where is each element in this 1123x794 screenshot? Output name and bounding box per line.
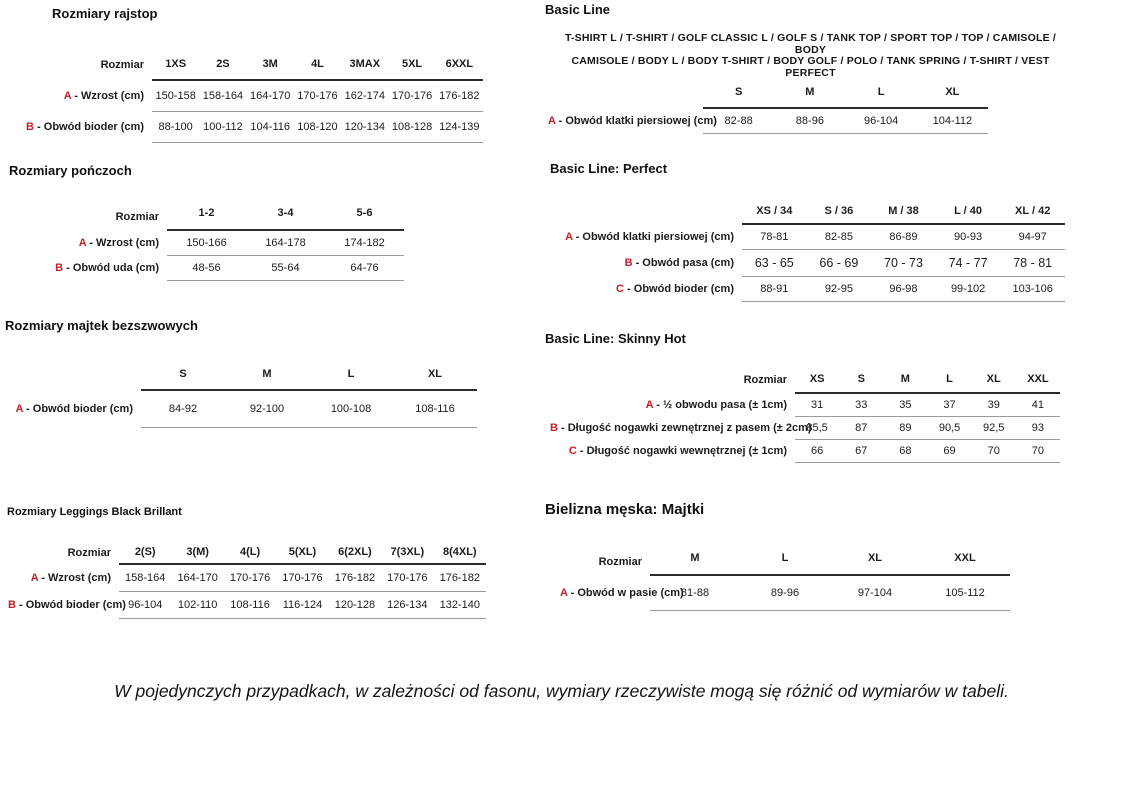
column-header: 4(L) [224, 542, 276, 564]
row-letter: A [15, 402, 23, 415]
table-cell: 174-182 [325, 230, 404, 256]
table-cell: 88-91 [742, 277, 807, 302]
column-header: M / 38 [871, 198, 936, 224]
table-cell: 33 [839, 393, 883, 417]
row-label: B - Długość nogawki zewnętrznej z pasem (± 2cm) [550, 422, 812, 434]
column-header: L [846, 82, 917, 108]
column-header: 4L [294, 50, 341, 80]
row-label: A - Wzrost (cm) [63, 89, 144, 102]
table-cell: 92-100 [225, 390, 309, 428]
table-cell: 74 - 77 [936, 250, 1001, 277]
products-list-line-1: T-SHIRT L / T-SHIRT / GOLF CLASSIC L / GOLF S / TANK TOP / SPORT TOP / TOP / CAMISOLE / BODY [564, 32, 1057, 56]
row-letter: A [30, 571, 39, 584]
column-header: S [839, 367, 883, 393]
row-label: A - Wzrost (cm) [30, 571, 111, 584]
table-cell: 176-182 [434, 564, 486, 592]
table-row [8, 592, 486, 619]
table-cell: 108-120 [294, 112, 341, 143]
row-label: C - Obwód bioder (cm) [616, 283, 734, 295]
table-cell: 78 - 81 [1000, 250, 1065, 277]
table-cell: 70 [972, 440, 1016, 463]
section-title-leggings: Rozmiary Leggings Black Brillant [7, 506, 182, 518]
table-corner-label: Rozmiar [100, 59, 144, 71]
table-cell: 116-124 [276, 592, 328, 619]
row-letter: A [548, 114, 556, 127]
table-cell: 63 - 65 [742, 250, 807, 277]
row-label: C - Długość nogawki wewnętrznej (± 1cm) [568, 445, 787, 457]
column-header: L [740, 548, 830, 575]
row-label: B - Obwód uda (cm) [55, 262, 159, 274]
size-table-majtek [7, 362, 477, 428]
column-header: 7(3XL) [381, 542, 433, 564]
table-cell: 94-97 [1000, 224, 1065, 250]
row-letter: A [565, 230, 573, 243]
table-row [8, 564, 486, 592]
table-cell: 150-158 [152, 80, 199, 112]
row-label: B - Obwód bioder (cm) [26, 121, 144, 133]
table-cell: 96-104 [119, 592, 171, 619]
table-cell: 70 [1016, 440, 1060, 463]
section-title-basic-line-perfect: Basic Line: Perfect [550, 161, 668, 176]
table-cell: 88-96 [774, 108, 845, 134]
table-row [556, 250, 1065, 277]
column-header: S / 36 [807, 198, 872, 224]
column-header: 2S [199, 50, 246, 80]
table-corner-label [548, 82, 703, 108]
column-header: XL [917, 82, 988, 108]
table-cell: 66 - 69 [807, 250, 872, 277]
row-label: A - Wzrost (cm) [78, 236, 159, 249]
row-letter: C [616, 283, 624, 295]
column-header: 6(2XL) [329, 542, 381, 564]
table-cell: 164-170 [171, 564, 223, 592]
column-header: XL [393, 362, 477, 390]
column-header: 3-4 [246, 203, 325, 230]
table-row [8, 112, 483, 143]
table-cell: 102-110 [171, 592, 223, 619]
table-row [550, 440, 1060, 463]
section-title-basic-line: Basic Line [545, 2, 611, 17]
table-cell: 69 [927, 440, 971, 463]
section-title-ponczoch: Rozmiary pończoch [9, 163, 132, 178]
table-cell: 88-100 [152, 112, 199, 143]
table-cell: 78-81 [742, 224, 807, 250]
table-row [8, 80, 483, 112]
table-cell: 164-170 [247, 80, 294, 112]
table-cell: 108-116 [393, 390, 477, 428]
row-letter: C [568, 445, 577, 457]
column-header: 5(XL) [276, 542, 328, 564]
table-row [550, 417, 1060, 440]
column-header: S [703, 82, 774, 108]
table-cell: 158-164 [199, 80, 246, 112]
row-label: A - Obwód klatki piersiowej (cm) [548, 114, 717, 127]
table-row [560, 575, 1010, 611]
column-header: 3MAX [341, 50, 388, 80]
table-cell: 103-106 [1000, 277, 1065, 302]
column-header: XL [972, 367, 1016, 393]
table-cell: 87 [839, 417, 883, 440]
footer-disclaimer: W pojedynczych przypadkach, w zależności od fasonu, wymiary rzeczywiste mogą się różnić od wymiarów w tabeli. [114, 681, 1009, 701]
column-header: XXL [1016, 367, 1060, 393]
column-header: 8(4XL) [434, 542, 486, 564]
table-cell: 85,5 [795, 417, 839, 440]
size-table-basic-line [548, 82, 988, 134]
table-cell: 104-112 [917, 108, 988, 134]
table-row [7, 390, 477, 428]
table-cell: 120-128 [329, 592, 381, 619]
table-corner-label: Rozmiar [743, 374, 787, 386]
table-corner-label [7, 362, 141, 390]
table-cell: 108-116 [224, 592, 276, 619]
table-cell: 105-112 [920, 575, 1010, 611]
column-header: 2(S) [119, 542, 171, 564]
table-cell: 90-93 [936, 224, 1001, 250]
column-header: 3M [247, 50, 294, 80]
column-header: 6XXL [436, 50, 483, 80]
table-cell: 90,5 [927, 417, 971, 440]
table-cell: 89-96 [740, 575, 830, 611]
row-letter: B [550, 422, 558, 434]
row-label: A - Obwód w pasie (cm) [560, 586, 684, 599]
table-cell: 100-112 [199, 112, 246, 143]
row-letter: B [26, 121, 34, 133]
section-title-majtek: Rozmiary majtek bezszwowych [5, 318, 198, 333]
row-letter: B [55, 262, 64, 274]
column-header: XS / 34 [742, 198, 807, 224]
table-cell: 93 [1016, 417, 1060, 440]
size-table-basic-line-perfect [556, 198, 1065, 302]
section-title-mens-underwear: Bielizna męska: Majtki [545, 501, 705, 518]
table-corner-label: Rozmiar [67, 547, 111, 559]
column-header: M [774, 82, 845, 108]
table-cell: 89 [883, 417, 927, 440]
row-label: B - Obwód pasa (cm) [624, 257, 734, 269]
size-table-mens-underwear [560, 548, 1010, 611]
column-header: 5XL [388, 50, 435, 80]
row-label: A - ½ obwodu pasa (± 1cm) [645, 398, 787, 411]
table-cell: 48-56 [167, 256, 246, 281]
row-label: A - Obwód bioder (cm) [15, 402, 133, 415]
table-cell: 150-166 [167, 230, 246, 256]
table-cell: 170-176 [276, 564, 328, 592]
size-table-basic-line-skinny-hot [550, 367, 1060, 463]
row-letter: A [78, 236, 87, 249]
column-header: M [225, 362, 309, 390]
section-title-basic-line-skinny-hot: Basic Line: Skinny Hot [545, 331, 686, 346]
table-cell: 64-76 [325, 256, 404, 281]
table-row [556, 224, 1065, 250]
table-row [548, 108, 988, 134]
table-cell: 96-98 [871, 277, 936, 302]
table-cell: 96-104 [846, 108, 917, 134]
table-row [8, 230, 404, 256]
column-header: 3(M) [171, 542, 223, 564]
row-letter: A [63, 89, 72, 102]
row-letter: B [8, 599, 16, 611]
table-cell: 100-108 [309, 390, 393, 428]
table-cell: 81-88 [650, 575, 740, 611]
table-cell: 92-95 [807, 277, 872, 302]
row-letter: A [645, 398, 654, 411]
size-table-ponczoch [8, 203, 404, 281]
table-cell: 92,5 [972, 417, 1016, 440]
table-cell: 170-176 [388, 80, 435, 112]
column-header: 1XS [152, 50, 199, 80]
section-title-rajstop: Rozmiary rajstop [52, 6, 158, 21]
column-header: L [927, 367, 971, 393]
table-cell: 176-182 [329, 564, 381, 592]
table-cell: 108-128 [388, 112, 435, 143]
table-cell: 164-178 [246, 230, 325, 256]
column-header: M [883, 367, 927, 393]
table-cell: 31 [795, 393, 839, 417]
column-header: 5-6 [325, 203, 404, 230]
table-cell: 86-89 [871, 224, 936, 250]
column-header: XL [830, 548, 920, 575]
products-list-line-2: CAMISOLE / BODY L / BODY T-SHIRT / BODY GOLF / POLO / TANK SPRING / T-SHIRT / VEST PERFECT [571, 55, 1050, 79]
column-header: S [141, 362, 225, 390]
column-header: XS [795, 367, 839, 393]
table-cell: 35 [883, 393, 927, 417]
column-header: L [309, 362, 393, 390]
table-row [550, 393, 1060, 417]
table-cell: 132-140 [434, 592, 486, 619]
table-cell: 82-85 [807, 224, 872, 250]
table-cell: 70 - 73 [871, 250, 936, 277]
table-cell: 104-116 [247, 112, 294, 143]
table-cell: 66 [795, 440, 839, 463]
table-cell: 55-64 [246, 256, 325, 281]
table-cell: 97-104 [830, 575, 920, 611]
table-cell: 170-176 [294, 80, 341, 112]
table-cell: 39 [972, 393, 1016, 417]
table-corner-label: Rozmiar [598, 555, 642, 568]
table-row [8, 256, 404, 281]
size-table-leggings [8, 542, 486, 619]
column-header: M [650, 548, 740, 575]
row-letter: A [560, 586, 568, 599]
table-row [556, 277, 1065, 302]
table-cell: 68 [883, 440, 927, 463]
table-cell: 162-174 [341, 80, 388, 112]
column-header: 1-2 [167, 203, 246, 230]
table-cell: 99-102 [936, 277, 1001, 302]
row-label: A - Obwód klatki piersiowej (cm) [565, 230, 734, 243]
table-corner-label: Rozmiar [115, 210, 159, 223]
row-label: B - Obwód bioder (cm) [8, 599, 126, 611]
table-cell: 170-176 [224, 564, 276, 592]
column-header: XXL [920, 548, 1010, 575]
row-letter: B [624, 257, 633, 269]
table-cell: 170-176 [381, 564, 433, 592]
table-cell: 120-134 [341, 112, 388, 143]
table-cell: 37 [927, 393, 971, 417]
column-header: XL / 42 [1000, 198, 1065, 224]
table-cell: 41 [1016, 393, 1060, 417]
size-table-rajstop [8, 50, 483, 143]
table-cell: 126-134 [381, 592, 433, 619]
table-cell: 124-139 [436, 112, 483, 143]
column-header: L / 40 [936, 198, 1001, 224]
basic-line-products-list [548, 33, 1073, 79]
table-corner-label [556, 198, 742, 224]
table-cell: 82-88 [703, 108, 774, 134]
table-cell: 84-92 [141, 390, 225, 428]
table-cell: 176-182 [436, 80, 483, 112]
table-cell: 67 [839, 440, 883, 463]
table-cell: 158-164 [119, 564, 171, 592]
